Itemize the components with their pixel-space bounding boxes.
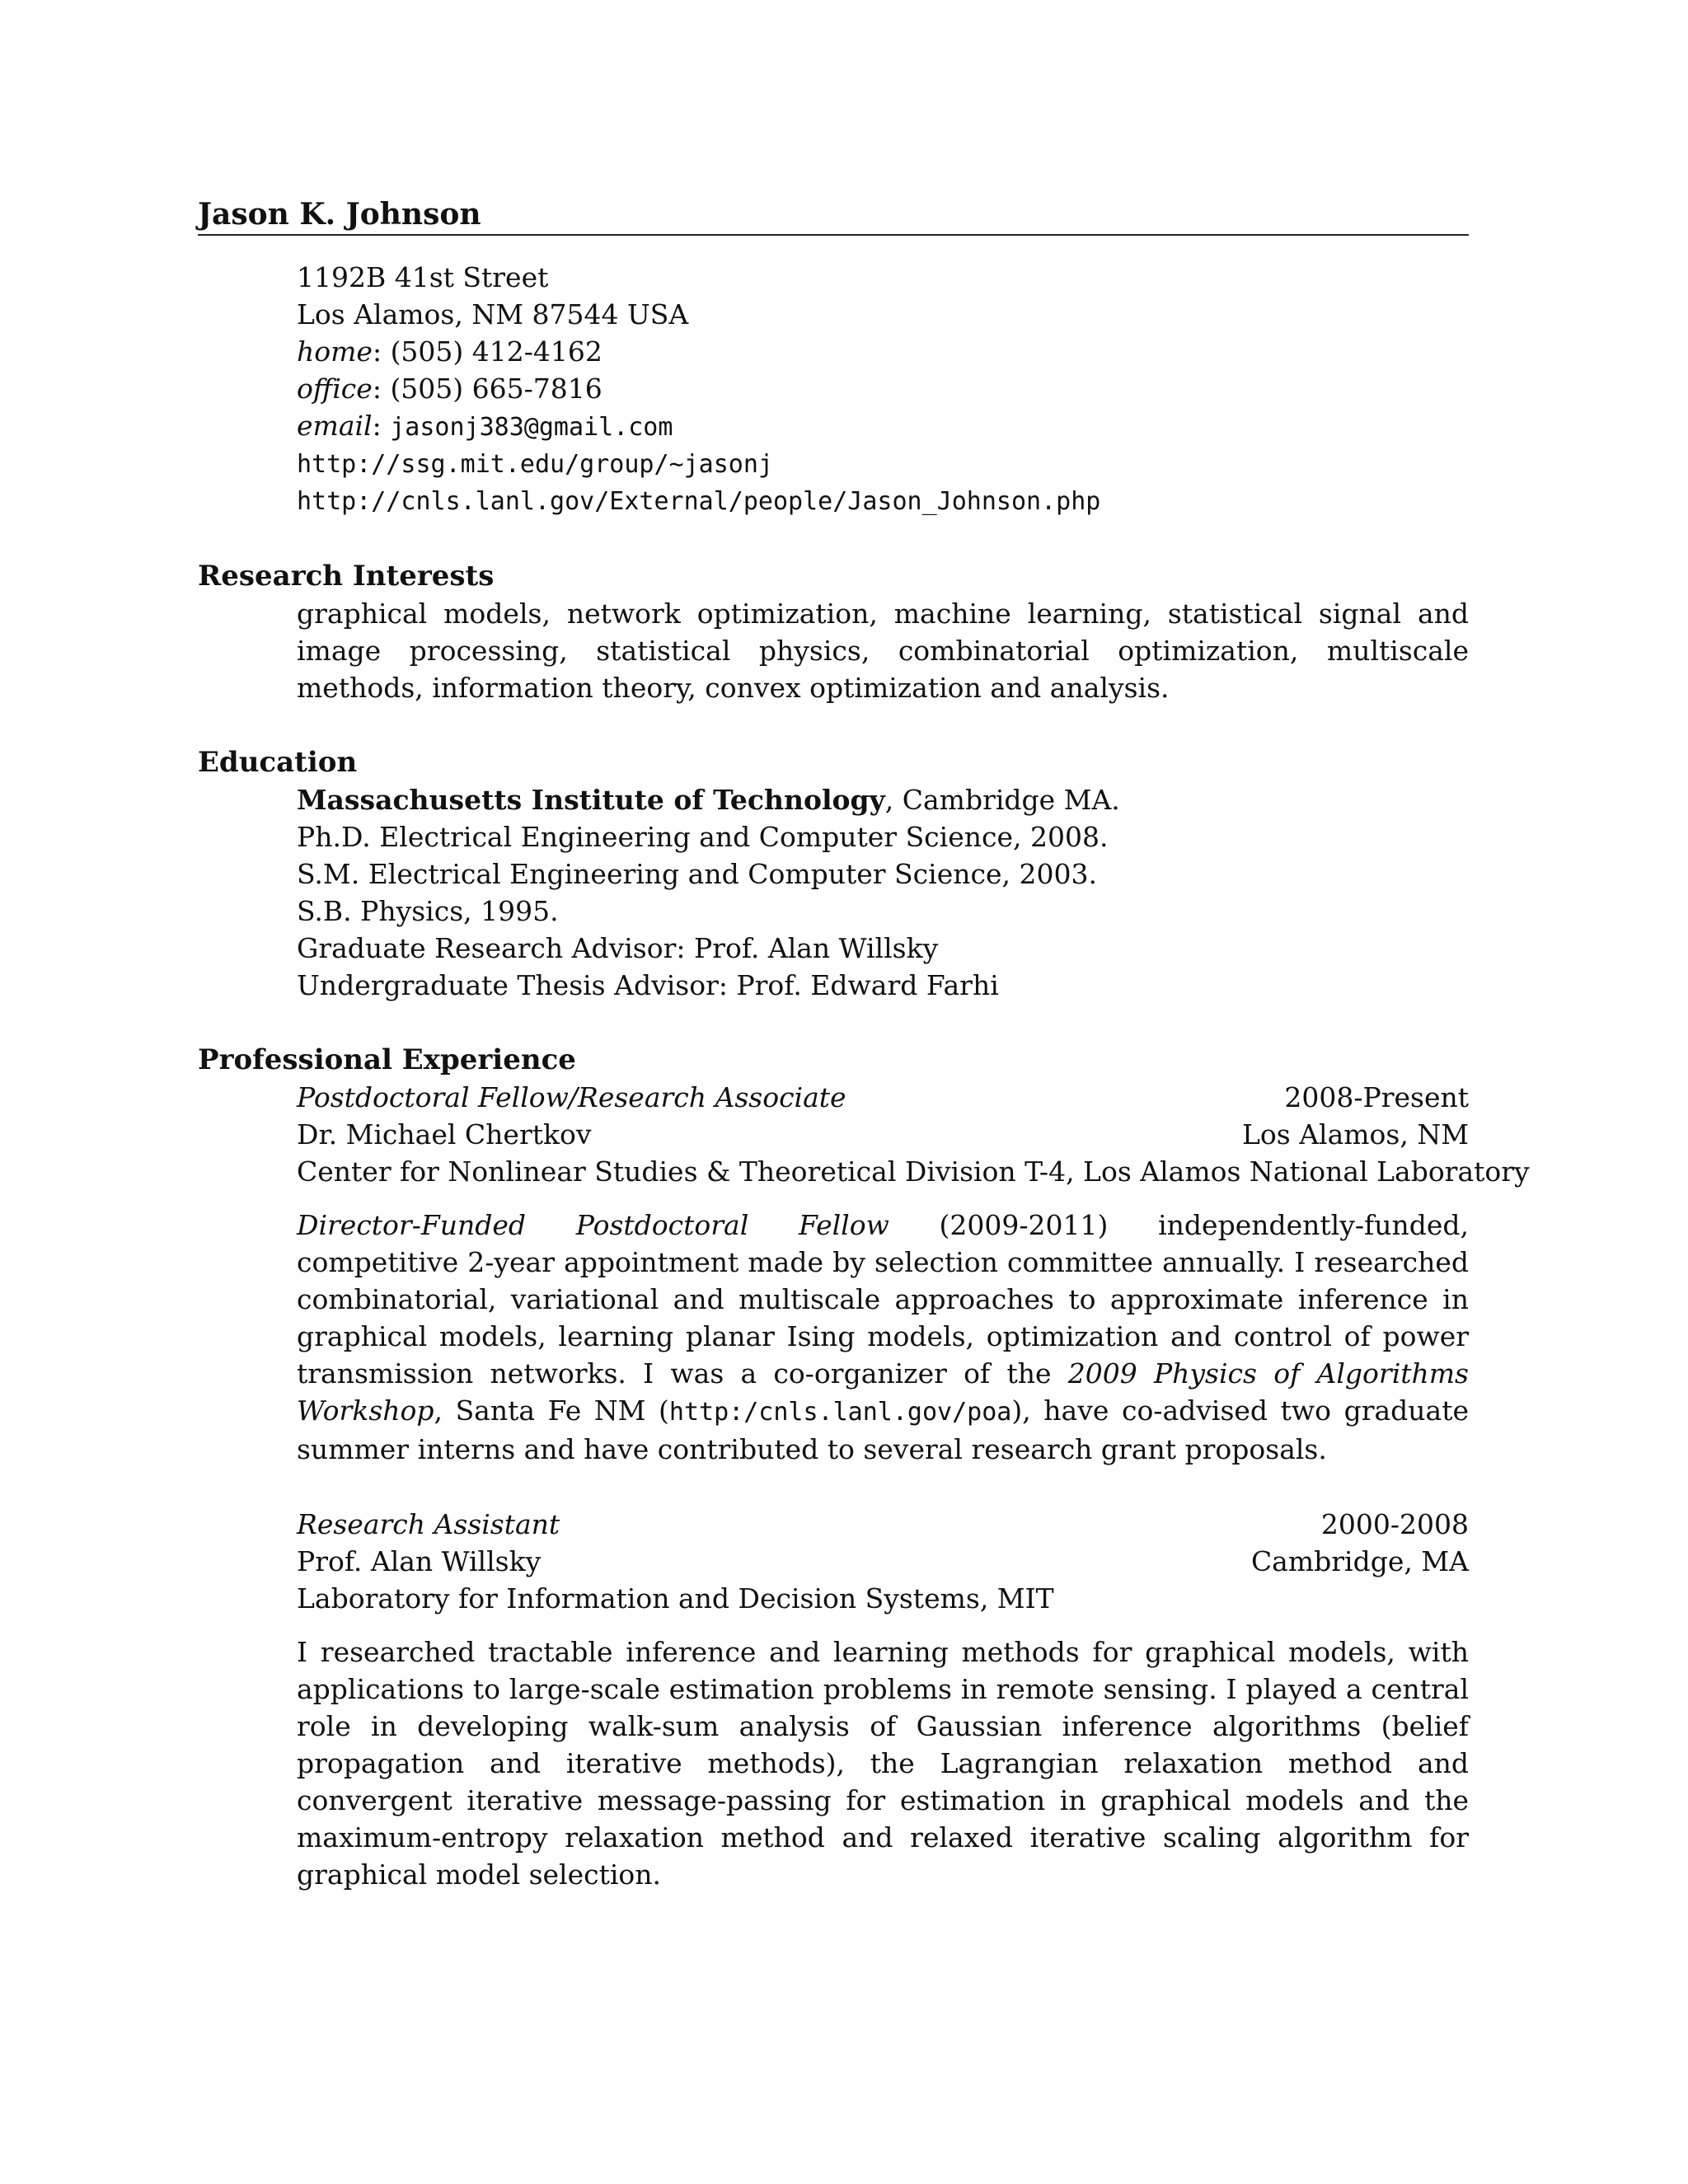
experience-section xyxy=(198,1042,1530,1893)
education-details xyxy=(297,781,1469,1004)
email-label: email xyxy=(297,410,373,442)
website-link-lanl[interactable]: http://cnls.lanl.gov/External/people/Jason_Johnson.php xyxy=(297,487,1101,516)
research-interests-text: graphical models, network optimization, machine learning, statistical signal and image processing, statistical physics, combinatorial optimization, multiscale methods, information theory, convex optimization and analysis. xyxy=(297,598,1469,704)
contact-block xyxy=(297,259,1469,520)
section-title-research-interests: Research Interests xyxy=(198,560,495,593)
job-location: Cambridge, MA xyxy=(1250,1545,1469,1577)
education-section xyxy=(198,744,1469,1004)
email-line: email: jasonj383@gmail.com xyxy=(297,410,673,442)
job-organization: Center for Nonlinear Studies & Theoretical Division T-4, Los Alamos National Laboratory xyxy=(297,1155,1530,1188)
job-description xyxy=(297,1207,1469,1468)
job-title-row xyxy=(297,1506,1469,1543)
desc-text-3: ), have co-advised two graduate summer interns and have contributed to several research grant proposals. xyxy=(297,1394,1469,1465)
address-line2: Los Alamos, NM 87544 USA xyxy=(297,298,689,330)
job-research-assistant xyxy=(297,1506,1469,1893)
job-dates: 2000-2008 xyxy=(1320,1508,1469,1540)
job-description: I researched tractable inference and learning methods for graphical models, with applications to large-scale estimation problems in remote sensing. I played a central role in developing walk-sum analysis of Gaussian inference algorithms (belief propagation and iterative methods), the Lagrangian relaxation method and convergent iterative message-passing for estimation in graphical models and the maximum-entropy relaxation method and relaxed iterative scaling algorithm for graphical model selection. xyxy=(297,1636,1469,1891)
institution-name: Massachusetts Institute of Technology xyxy=(297,784,885,816)
job-supervisor-row xyxy=(297,1543,1469,1580)
office-phone: (505) 665-7816 xyxy=(390,373,603,405)
research-interests-section xyxy=(198,558,1469,706)
fellowship-name: Director-Funded Postdoctoral Fellow xyxy=(297,1209,889,1241)
person-name: Jason K. Johnson xyxy=(198,197,481,232)
address-line1: 1192B 41st Street xyxy=(297,261,549,293)
degree-sm: S.M. Electrical Engineering and Computer Science, 2003. xyxy=(297,858,1097,890)
job-position: Research Assistant xyxy=(297,1508,560,1540)
job-dates: 2008-Present xyxy=(1284,1081,1469,1113)
office-label: office xyxy=(297,373,373,405)
degree-phd: Ph.D. Electrical Engineering and Computer Science, 2008. xyxy=(297,821,1109,853)
job-location: Los Alamos, NM xyxy=(1241,1118,1469,1151)
home-phone-line: home: (505) 412-4162 xyxy=(297,335,603,368)
desc-text-2: , Santa Fe NM ( xyxy=(434,1394,669,1427)
home-label: home xyxy=(297,335,373,368)
workshop-url-link[interactable]: http:/cnls.lanl.gov/poa xyxy=(668,1398,1012,1427)
job-supervisor: Dr. Michael Chertkov xyxy=(297,1118,592,1151)
name-header xyxy=(198,196,1469,236)
graduate-advisor: Graduate Research Advisor: Prof. Alan Willsky xyxy=(297,932,939,964)
home-phone: (505) 412-4162 xyxy=(390,335,603,368)
institution-location: , Cambridge MA. xyxy=(884,784,1120,816)
section-title-education: Education xyxy=(198,746,358,779)
email-link[interactable]: jasonj383@gmail.com xyxy=(390,413,673,442)
job-supervisor-row xyxy=(297,1116,1469,1153)
job-postdoc xyxy=(297,1079,1530,1468)
workshop-name: 2009 Physics of Algorithms Workshop xyxy=(297,1357,1469,1427)
undergraduate-advisor: Undergraduate Thesis Advisor: Prof. Edward Farhi xyxy=(297,969,999,1001)
job-supervisor: Prof. Alan Willsky xyxy=(297,1545,542,1577)
desc-text-1: (2009-2011) independently-funded, competitive 2-year appointment made by selection committee annually. I researched combinatorial, variational and multiscale approaches to approximate inference in graphical models, learning planar Ising models, optimization and control of power transmission networks. I was a co-organizer of the xyxy=(297,1209,1469,1390)
cv-page xyxy=(198,196,1530,1893)
education-institution-line xyxy=(297,781,1469,818)
job-organization: Laboratory for Information and Decision Systems, MIT xyxy=(297,1582,1054,1615)
degree-sb: S.B. Physics, 1995. xyxy=(297,895,559,927)
job-title-row xyxy=(297,1079,1469,1116)
job-position: Postdoctoral Fellow/Research Associate xyxy=(297,1081,846,1113)
website-link-mit[interactable]: http://ssg.mit.edu/group/∼jasonj xyxy=(297,450,773,479)
office-phone-line: office: (505) 665-7816 xyxy=(297,373,603,405)
section-title-experience: Professional Experience xyxy=(198,1043,576,1076)
